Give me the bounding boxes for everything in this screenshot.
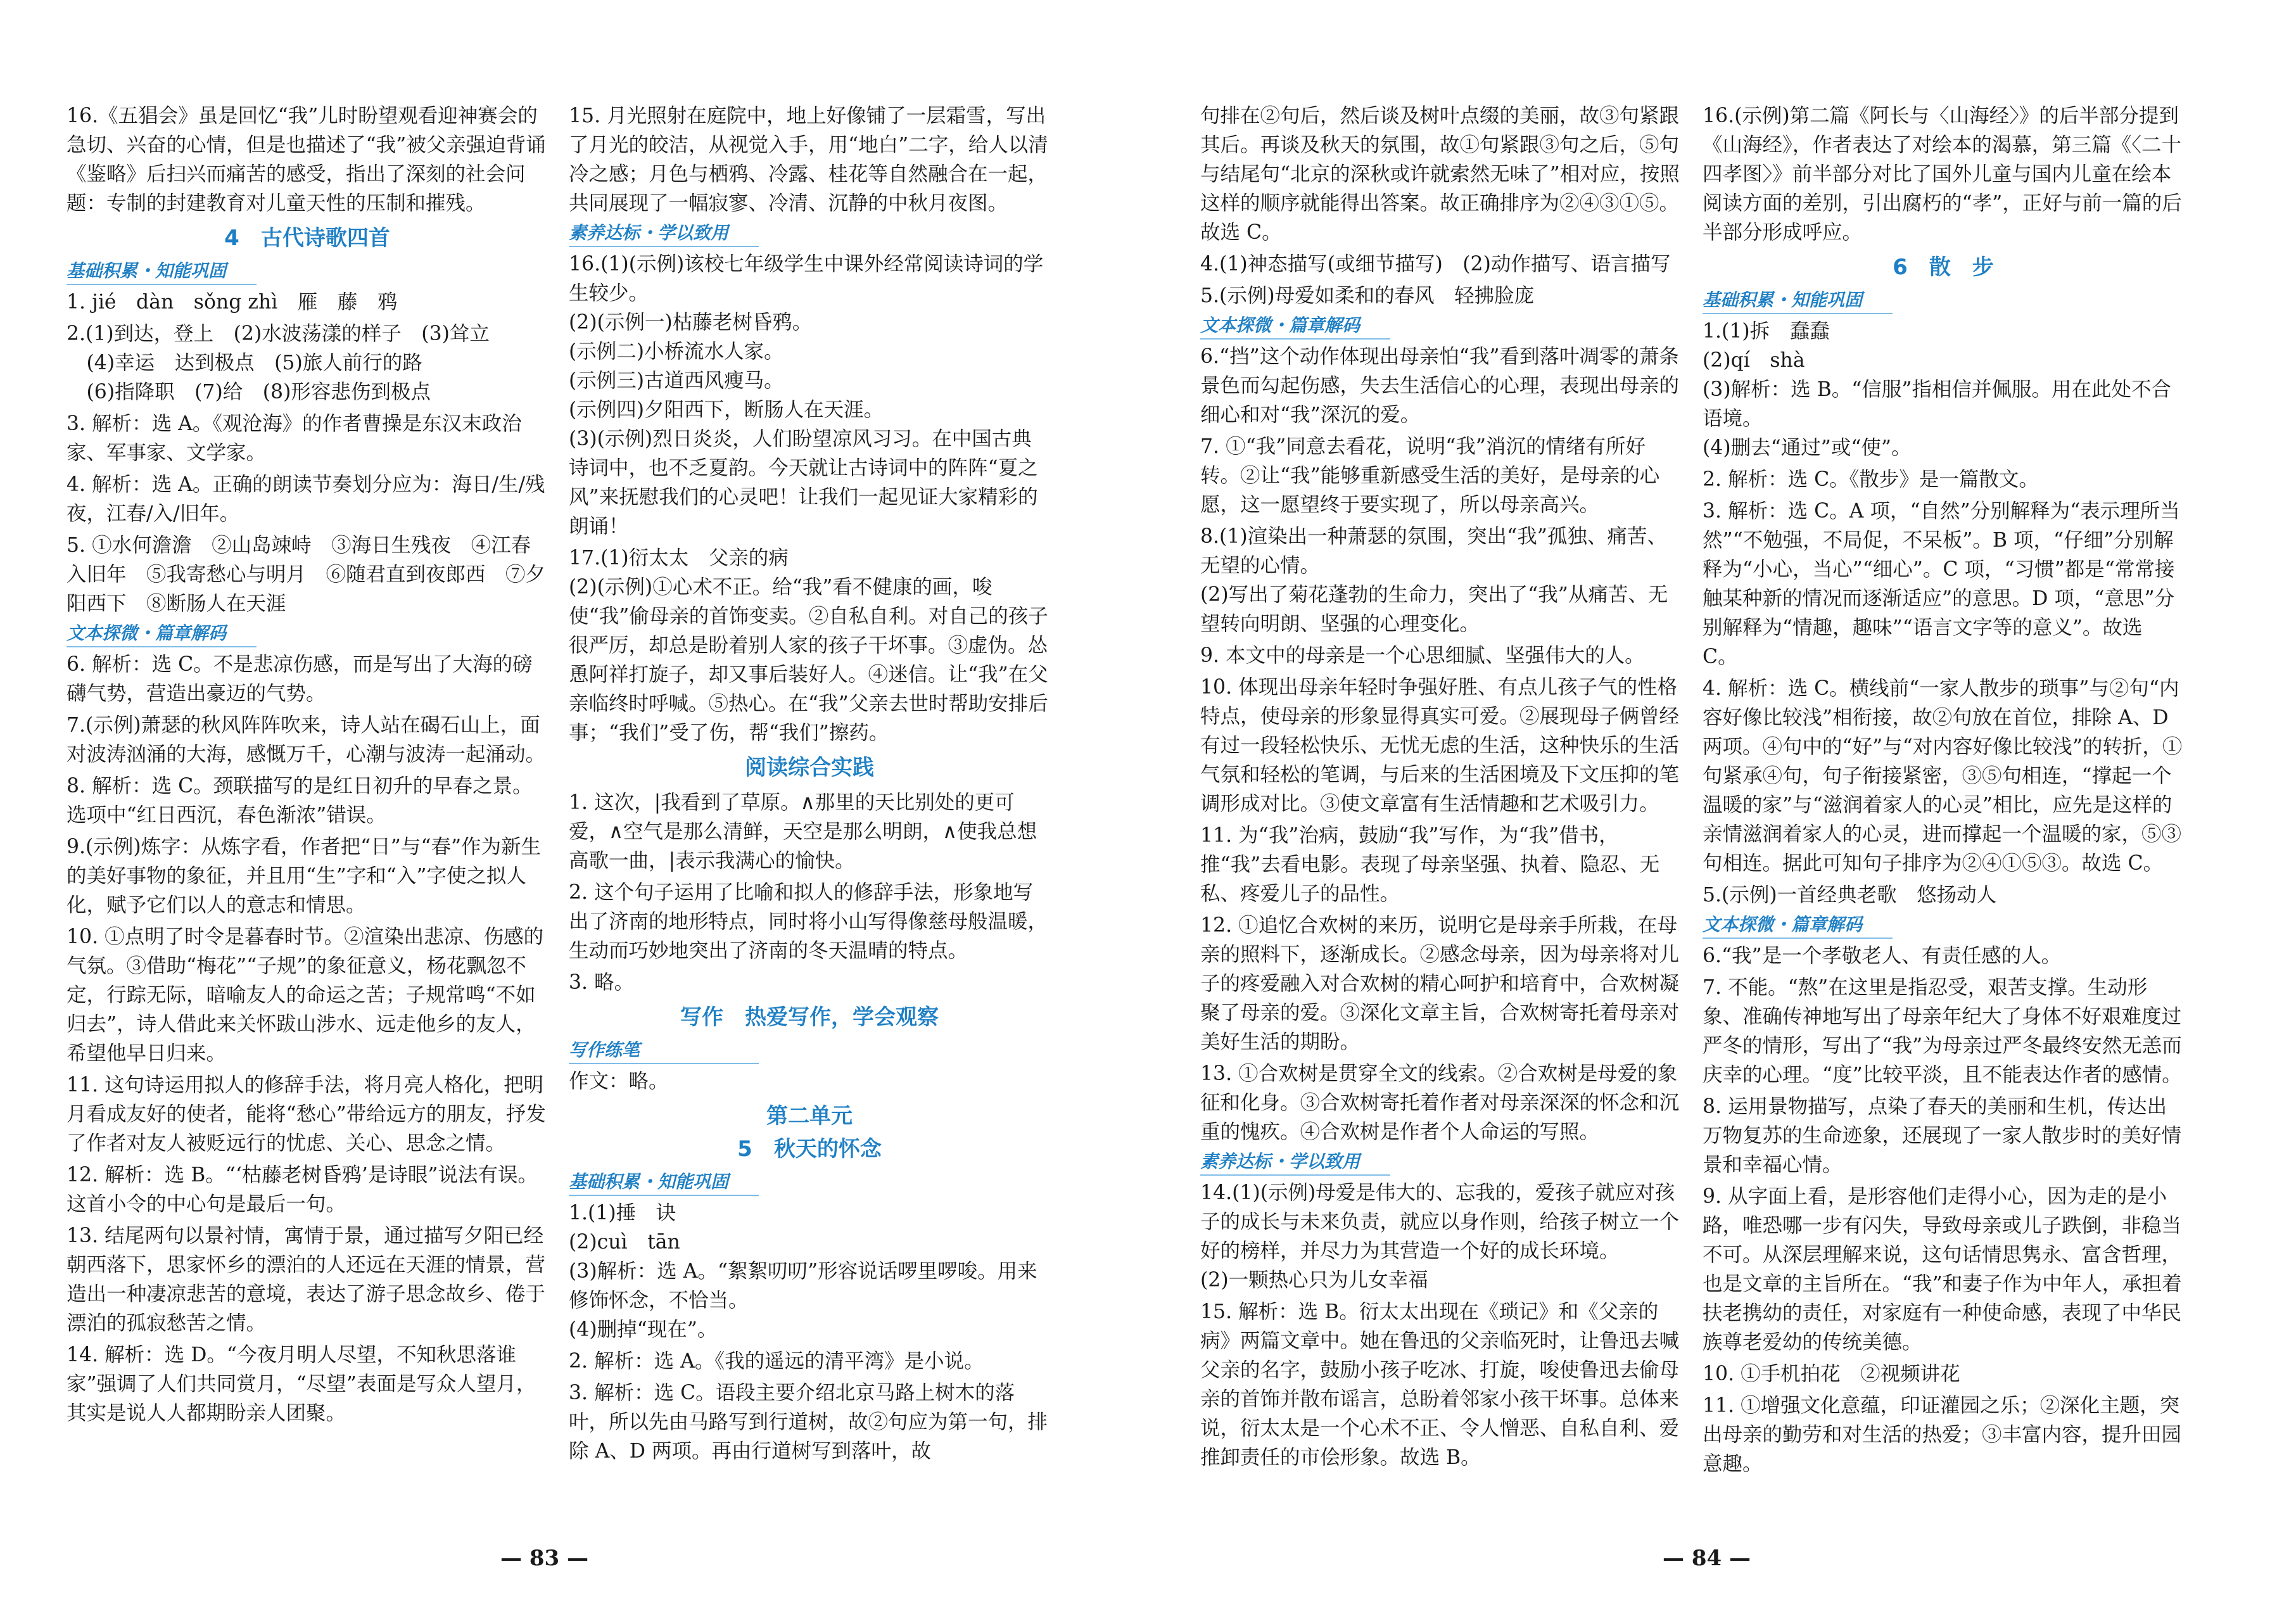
column-4 <box>1703 101 2184 1481</box>
lesson-title: 阅读综合实践 <box>745 755 874 780</box>
answer-paragraph: 14.(1)(示例)母爱是伟大的、忘我的，爱孩子就应对孩子的成长与未来负责，就应以身作则，给孩子树立一个好的榜样，并尽力为其营造一个好的成长环境。 (2)一颗热心只为儿女幸福 <box>1200 1181 1680 1292</box>
lesson-title: 第二单元 5 秋天的怀念 <box>737 1103 882 1162</box>
answer-paragraph: 10. ①手机拍花 ②视频讲花 <box>1703 1363 1960 1385</box>
section-banner: 基础积累・知能巩固 <box>67 258 257 285</box>
answer-paragraph: 5. ①水何澹澹 ②山岛竦峙 ③海日生残夜 ④江春入旧年 ⑤我寄愁心与明月 ⑥随君直到夜郎西 ⑦夕阳西下 ⑧断肠人在天涯 <box>67 534 546 615</box>
answer-paragraph: 13. 结尾两句以景衬情，寓情于景，通过描写夕阳已经朝西落下，思家怀乡的漂泊的人还远在天涯的情景，营造出一种凄凉悲苦的意境，表达了游子思念故乡、倦于漂泊的孤寂愁苦之情。 <box>67 1224 546 1335</box>
answer-paragraph: 14. 解析：选 D。“今夜月明人尽望，不知秋思落谁家”强调了人们共同赏月，“尽望”表面是写众人望月，其实是说人人都期盼亲人团聚。 <box>67 1344 536 1425</box>
answer-paragraph: 16.《五猖会》虽是回忆“我”儿时盼望观看迎神赛会的急切、兴奋的心情，但是也描述了“我”被父亲强迫背诵《鉴略》后扫兴而痛苦的感受，指出了深刻的社会问题：专制的封建教育对儿童天性的压制和摧残。 <box>67 105 546 215</box>
answer-paragraph: 作文：略。 <box>569 1070 669 1093</box>
answer-paragraph: 1.(1)拆 蠢蠢 (2)qí shà (3)解析：选 B。“信服”指相信并佩服。用在此处不合语境。 (4)删去“通过”或“使”。 <box>1703 320 2171 459</box>
answer-paragraph: 16.(1)(示例)该校七年级学生中课外经常阅读诗词的学生较少。 (2)(示例一)枯藤老树昏鸦。 (示例二)小桥流水人家。 (示例三)古道西风瘦马。 (示例四)夕阳西下，断肠人在天涯。 (3)(示例)烈日炎炎，人们盼望凉风习习。在中国古典诗词中，也不乏夏韵。今天就让古诗词中的阵阵“夏之风”来抚慰我们的心灵吧！让我们一起见证大家精彩的朗诵！ <box>569 253 1044 538</box>
answer-paragraph: 1. 这次，|我看到了草原。∧那里的天比别处的更可爱，∧空气是那么清鲜，天空是那么明朗，∧使我总想高歌一曲，|表示我满心的愉快。 <box>569 791 1037 872</box>
answer-paragraph: 6. 解析：选 C。不是悲凉伤感，而是写出了大海的磅礴气势，营造出豪迈的气势。 <box>67 653 533 705</box>
lesson-title: 写作 热爱写作，学会观察 <box>680 1005 939 1030</box>
answer-paragraph: 11. ①增强文化意蕴，印证灌园之乐；②深化主题，突出母亲的勤劳和对生活的热爱；③丰富内容，提升田园意趣。 <box>1703 1394 2182 1475</box>
answer-paragraph: 8. 运用景物描写，点染了春天的美丽和生机，传达出万物复苏的生命迹象，还展现了一家人散步时的美好情景和幸福心情。 <box>1703 1095 2182 1176</box>
answer-paragraph: 15. 解析：选 B。衍太太出现在《琐记》和《父亲的病》两篇文章中。她在鲁迅的父亲临死时，让鲁迅去喊父亲的名字，鼓励小孩子吃冰、打旋，唆使鲁迅去偷母亲的首饰并散布谣言，总盼着邻家小孩干坏事。总体来说，衍太太是一个心术不正、令人憎恶、自私自利、爱推卸责任的市侩形象。故选 B。 <box>1200 1300 1680 1469</box>
answer-paragraph: 3. 解析：选 A。《观沧海》的作者曹操是东汉末政治家、军事家、文学家。 <box>67 412 522 464</box>
answer-paragraph: 10. 体现出母亲年轻时争强好胜、有点儿孩子气的性格特点，使母亲的形象显得真实可爱。②展现母子俩曾经有过一段轻松快乐、无忧无虑的生活，这种快乐的生活气氛和轻松的笔调，与后来的生活困境及下文压抑的笔调形成对比。③使文章富有生活情趣和艺术吸引力。 <box>1200 676 1680 815</box>
answer-paragraph: 9. 本文中的母亲是一个心思细腻、坚强伟大的人。 <box>1200 644 1645 667</box>
section-banner: 素养达标・学以致用 <box>1200 1149 1390 1176</box>
answer-paragraph: 2. 解析：选 C。《散步》是一篇散文。 <box>1703 468 2039 491</box>
answer-paragraph: 8. 解析：选 C。颈联描写的是红日初升的早春之景。选项中“红日西沉，春色渐浓”错误。 <box>67 775 533 827</box>
answer-paragraph: 11. 为“我”治病，鼓励“我”写作，为“我”借书，推“我”去看电影。表现了母亲坚强、执着、隐忍、无私、疼爱儿子的品性。 <box>1200 824 1660 905</box>
answer-paragraph: 1. jié dàn sǒng zhì 雁 藤 鸦 <box>67 291 398 314</box>
answer-paragraph: 2. 这个句子运用了比喻和拟人的修辞手法，形象地写出了济南的地形特点，同时将小山写得像慈母般温暖，生动而巧妙地突出了济南的冬天温晴的特点。 <box>569 881 1048 962</box>
section-banner: 基础积累・知能巩固 <box>1703 288 1893 314</box>
answer-paragraph: 7.(示例)萧瑟的秋风阵阵吹来，诗人站在碣石山上，面对波涛汹涌的大海，感慨万千，心潮与波涛一起涌动。 <box>67 714 546 766</box>
lesson-title: 6 散 步 <box>1893 255 1994 280</box>
answer-paragraph: 5.(示例)母爱如柔和的春风 轻拂脸庞 <box>1200 284 1535 307</box>
section-banner: 文本探微・篇章解码 <box>67 621 257 647</box>
section-banner: 基础积累・知能巩固 <box>569 1169 759 1196</box>
answer-paragraph: 12. 解析：选 B。“‘枯藤老树昏鸦’是诗眼”说法有误。这首小令的中心句是最后一句。 <box>67 1164 538 1216</box>
answer-paragraph: 4. 解析：选 C。横线前“一家人散步的琐事”与②句“内容好像比较浅”相衔接，故②句放在首位，排除 A、D 两项。④句中的“好”与“对内容好像比较浅”的转折，①句紧承④句，句子衔接紧密，③⑤句相连，“撑起一个温暖的家”与“滋润着家人的心灵”相比，应先是这样的亲情滋润着家人的心灵，进而撑起一个温暖的家，⑤③句相连。据此可知句子排序为②④①⑤③。故选 C。 <box>1703 677 2183 875</box>
answer-paragraph: 3. 略。 <box>569 971 635 994</box>
answer-paragraph: 16.(示例)第二篇《阿长与〈山海经〉》的后半部分提到《山海经》，作者表达了对绘本的渴慕，第三篇《〈二十四孝图〉》前半部分对比了国外儿童与国内儿童在绘本阅读方面的差别，引出腐朽的“孝”，正好与前一篇的后半部分形成呼应。 <box>1703 105 2182 244</box>
section-banner: 文本探微・篇章解码 <box>1200 313 1390 340</box>
page-number-right: — 84 — <box>1663 1546 1751 1571</box>
column-1 <box>67 101 548 1430</box>
answer-paragraph: 4.(1)神态描写(或细节描写) (2)动作描写、语言描写 <box>1200 253 1671 276</box>
answer-paragraph: 15. 月光照射在庭院中，地上好像铺了一层霜雪，写出了月光的皎洁，从视觉入手，用“地白”二字，给人以清冷之感；月色与栖鸦、冷露、桂花等自然融合在一起，共同展现了一幅寂寥、冷清、沉静的中秋月夜图。 <box>569 105 1048 215</box>
section-banner: 素养达标・学以致用 <box>569 220 759 247</box>
answer-paragraph: 句排在②句后，然后谈及树叶点缀的美丽，故③句紧跟其后。再谈及秋天的氛围，故①句紧跟③句之后，⑤句与结尾句“北京的深秋或许就索然无味了”相对应，按照这样的顺序就能得出答案。故正确排序为②④③①⑤。故选 C。 <box>1200 105 1680 244</box>
section-banner: 写作练笔 <box>569 1038 759 1064</box>
answer-paragraph: 8.(1)渲染出一种萧瑟的氛围，突出“我”孤独、痛苦、无望的心情。 (2)写出了菊花蓬勃的生命力，突出了“我”从痛苦、无望转向明朗、坚强的心理变化。 <box>1200 525 1668 635</box>
section-banner: 文本探微・篇章解码 <box>1703 912 1893 939</box>
answer-paragraph: 7. 不能。“熬”在这里是指忍受，艰苦支撑。生动形象、准确传神地写出了母亲年纪大了身体不好艰难度过严冬的情形，写出了“我”为母亲过严冬最终安然无恙而庆幸的心理。“度”比较平淡，且不能表达作者的感情。 <box>1703 976 2182 1086</box>
answer-paragraph: 3. 解析：选 C。语段主要介绍北京马路上树木的落叶，所以先由马路写到行道树，故②句应为第一句，排除 A、D 两项。再由行道树写到落叶，故 <box>569 1382 1048 1463</box>
answer-paragraph: 3. 解析：选 C。A 项，“自然”分别解释为“表示理所当然”“不勉强，不局促，不呆板”。B 项，“仔细”分别解释为“小心，当心”“细心”。C 项，“习惯”都是“常常接触某种新的情况而逐渐适应”的意思。D 项，“意思”分别解释为“情趣，趣味”“语言文字等的意义”。故选 C。 <box>1703 500 2180 668</box>
column-2 <box>569 101 1050 1468</box>
answer-paragraph: 4. 解析：选 A。正确的朗读节奏划分应为：海日/生/残夜，江春/入/旧年。 <box>67 473 545 525</box>
answer-paragraph: 2. 解析：选 A。《我的遥远的清平湾》是小说。 <box>569 1350 984 1373</box>
column-3 <box>1200 101 1682 1475</box>
answer-paragraph: 6.“我”是一个孝敬老人、有责任感的人。 <box>1703 944 2062 967</box>
answer-paragraph: 12. ①追忆合欢树的来历，说明它是母亲手所栽，在母亲的照料下，逐渐成长。②感念母亲，因为母亲将对儿子的疼爱融入对合欢树的精心呵护和培育中，合欢树凝聚了母亲的爱。③深化文章主旨，合欢树寄托着母亲对美好生活的期盼。 <box>1200 914 1680 1053</box>
page-number-left: — 83 — <box>500 1546 588 1571</box>
answer-paragraph: 5.(示例)一首经典老歌 悠扬动人 <box>1703 884 1997 906</box>
lesson-title: 4 古代诗歌四首 <box>224 226 390 251</box>
answer-paragraph: 17.(1)衍太太 父亲的病 (2)(示例)①心术不正。给“我”看不健康的画，唆使“我”偷母亲的首饰变卖。②自私自利。对自己的孩子很严厉，却总是盼着别人家的孩子干坏事。③虚伪。怂恿阿祥打旋子，却又事后装好人。④迷信。让“我”在父亲临终时呼喊。⑤热心。在“我”父亲去世时帮助安排后事；“我们”受了伤，帮“我们”擦药。 <box>569 547 1048 744</box>
answer-paragraph: 13. ①合欢树是贯穿全文的线索。②合欢树是母爱的象征和化身。③合欢树寄托着作者对母亲深深的怀念和沉重的愧疚。④合欢树是作者个人命运的写照。 <box>1200 1062 1680 1143</box>
answer-paragraph: 9.(示例)炼字：从炼字看，作者把“日”与“春”作为新生的美好事物的象征，并且用“生”字和“入”字使之拟人化，赋予它们以人的意志和情思。 <box>67 836 542 917</box>
answer-paragraph: 2.(1)到达，登上 (2)水波荡漾的样子 (3)耸立 (4)幸运 达到极点 (5)旅人前行的路 (6)指降职 (7)给 (8)形容悲伤到极点 <box>67 322 490 404</box>
answer-paragraph: 6.“挡”这个动作体现出母亲怕“我”看到落叶凋零的萧条景色而勾起伤感，失去生活信心的心理，表现出母亲的细心和对“我”深沉的爱。 <box>1200 345 1680 426</box>
answer-paragraph: 9. 从字面上看，是形容他们走得小心，因为走的是小路，唯恐哪一步有闪失，导致母亲或儿子跌倒，非稳当不可。从深层理解来说，这句话情思隽永、富含哲理，也是文章的主旨所在。“我”和妻子作为中年人，承担着扶老携幼的责任，对家庭有一种使命感，表现了中华民族尊老爱幼的传统美德。 <box>1703 1185 2182 1354</box>
answer-paragraph: 7. ①“我”同意去看花，说明“我”消沉的情绪有所好转。②让“我”能够重新感受生活的美好，是母亲的心愿，这一愿望终于要实现了，所以母亲高兴。 <box>1200 435 1660 516</box>
answer-paragraph: 11. 这句诗运用拟人的修辞手法，将月亮人格化，把明月看成友好的使者，能将“愁心”带给远方的朋友，抒发了作者对友人被贬远行的忧虑、关心、思念之情。 <box>67 1074 546 1155</box>
answer-paragraph: 1.(1)捶 诀 (2)cuì tān (3)解析：选 A。“絮絮叨叨”形容说话啰里啰唆。用来修饰怀念，不恰当。 (4)删掉“现在”。 <box>569 1202 1037 1341</box>
answer-paragraph: 10. ①点明了时令是暮春时节。②渲染出悲凉、伤感的气氛。③借助“梅花”“子规”的象征意义，杨花飘忽不定，行踪无际，暗喻友人的命运之苦；子规常鸣“不如归去”，诗人借此来关怀跋山涉水、远走他乡的友人，希望他早日归来。 <box>67 925 544 1065</box>
